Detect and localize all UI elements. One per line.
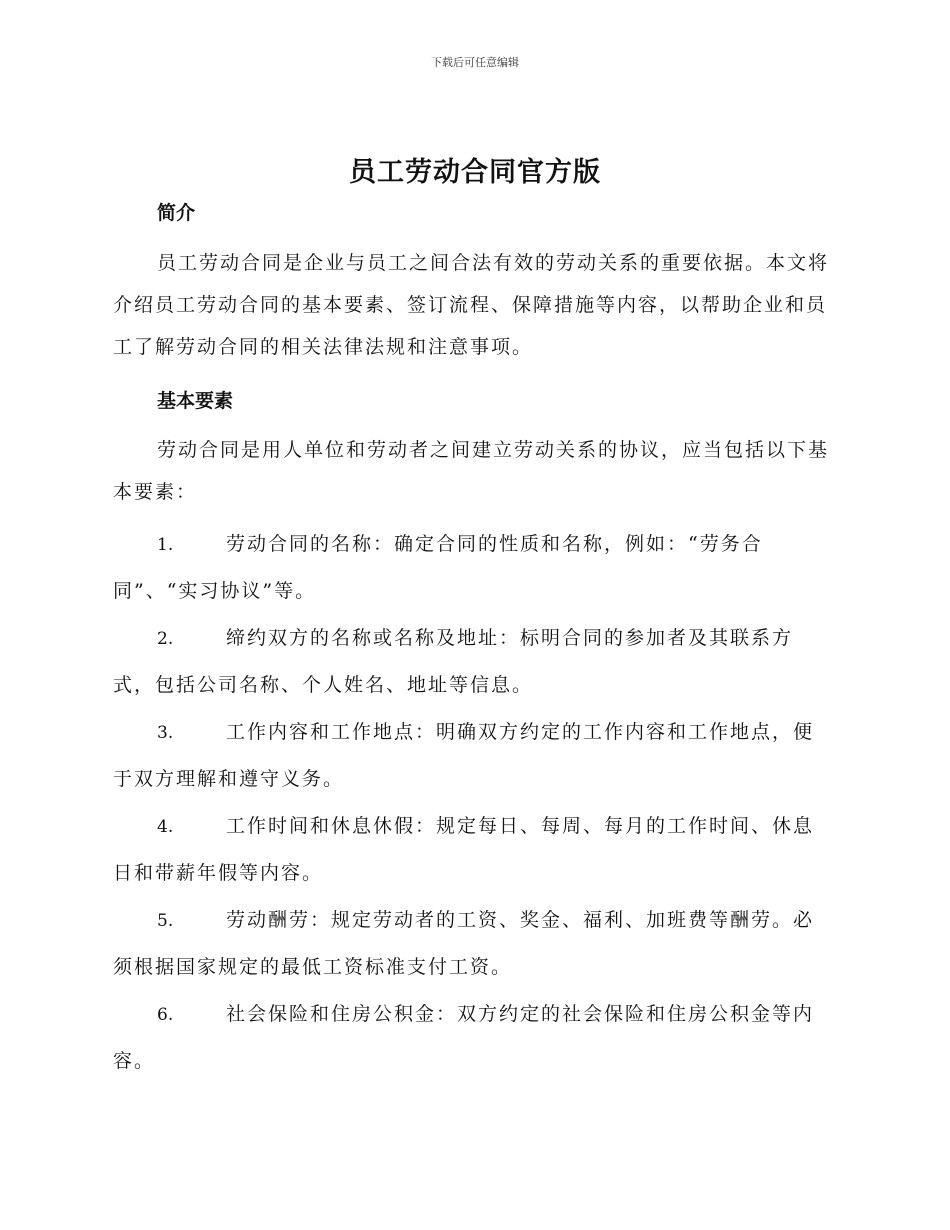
list-item-text: 缔约双方的名称或名称及地址：标明合同的参加者及其联系方式，包括公司名称、个人姓名、地址等信息。 [113,627,794,696]
intro-paragraph: 员工劳动合同是企业与员工之间合法有效的劳动关系的重要依据。本文将介绍员工劳动合同的基本要素、签订流程、保障措施等内容，以帮助企业和员工了解劳动合同的相关法律法规和注意事项。 [113,252,830,358]
basics-paragraph: 劳动合同是用人单位和劳动者之间建立劳动关系的协议，应当包括以下基本要素： [113,439,830,503]
list-item-number: 6. [157,1005,174,1025]
list-item-text: 工作时间和休息休假：规定每日、每周、每月的工作时间、休息日和带薪年假等内容。 [113,815,815,884]
list-item-number: 2. [157,629,174,649]
list-item-number: 4. [157,817,174,837]
list-item-number: 3. [157,723,174,743]
list-item [113,897,833,990]
document-title: 员工劳动合同官方版 [349,157,601,188]
list-item-text: 社会保险和住房公积金：双方约定的社会保险和住房公积金等内容。 [113,1003,815,1072]
list-item-text: 劳动酬劳：规定劳动者的工资、奖金、福利、加班费等酬劳。必须根据国家规定的最低工资标准支付工资。 [113,909,815,978]
list-item-number: 1. [157,535,174,555]
list-item [113,615,833,708]
list-item [113,803,833,896]
list-item [113,521,833,614]
list-item [113,991,833,1084]
section-heading-basics: 基本要素 [157,390,234,412]
list-item-text: 劳动合同的名称：确定合同的性质和名称，例如：“劳务合同”、“实习协议”等。 [113,533,763,602]
list-item-text: 工作内容和工作地点：明确双方约定的工作内容和工作地点，便于双方理解和遵守义务。 [113,721,815,790]
section-heading-intro: 简介 [157,202,196,224]
list-item [113,709,833,802]
list-item-number: 5. [157,911,174,931]
header-note: 下载后可任意编辑 [431,56,519,69]
